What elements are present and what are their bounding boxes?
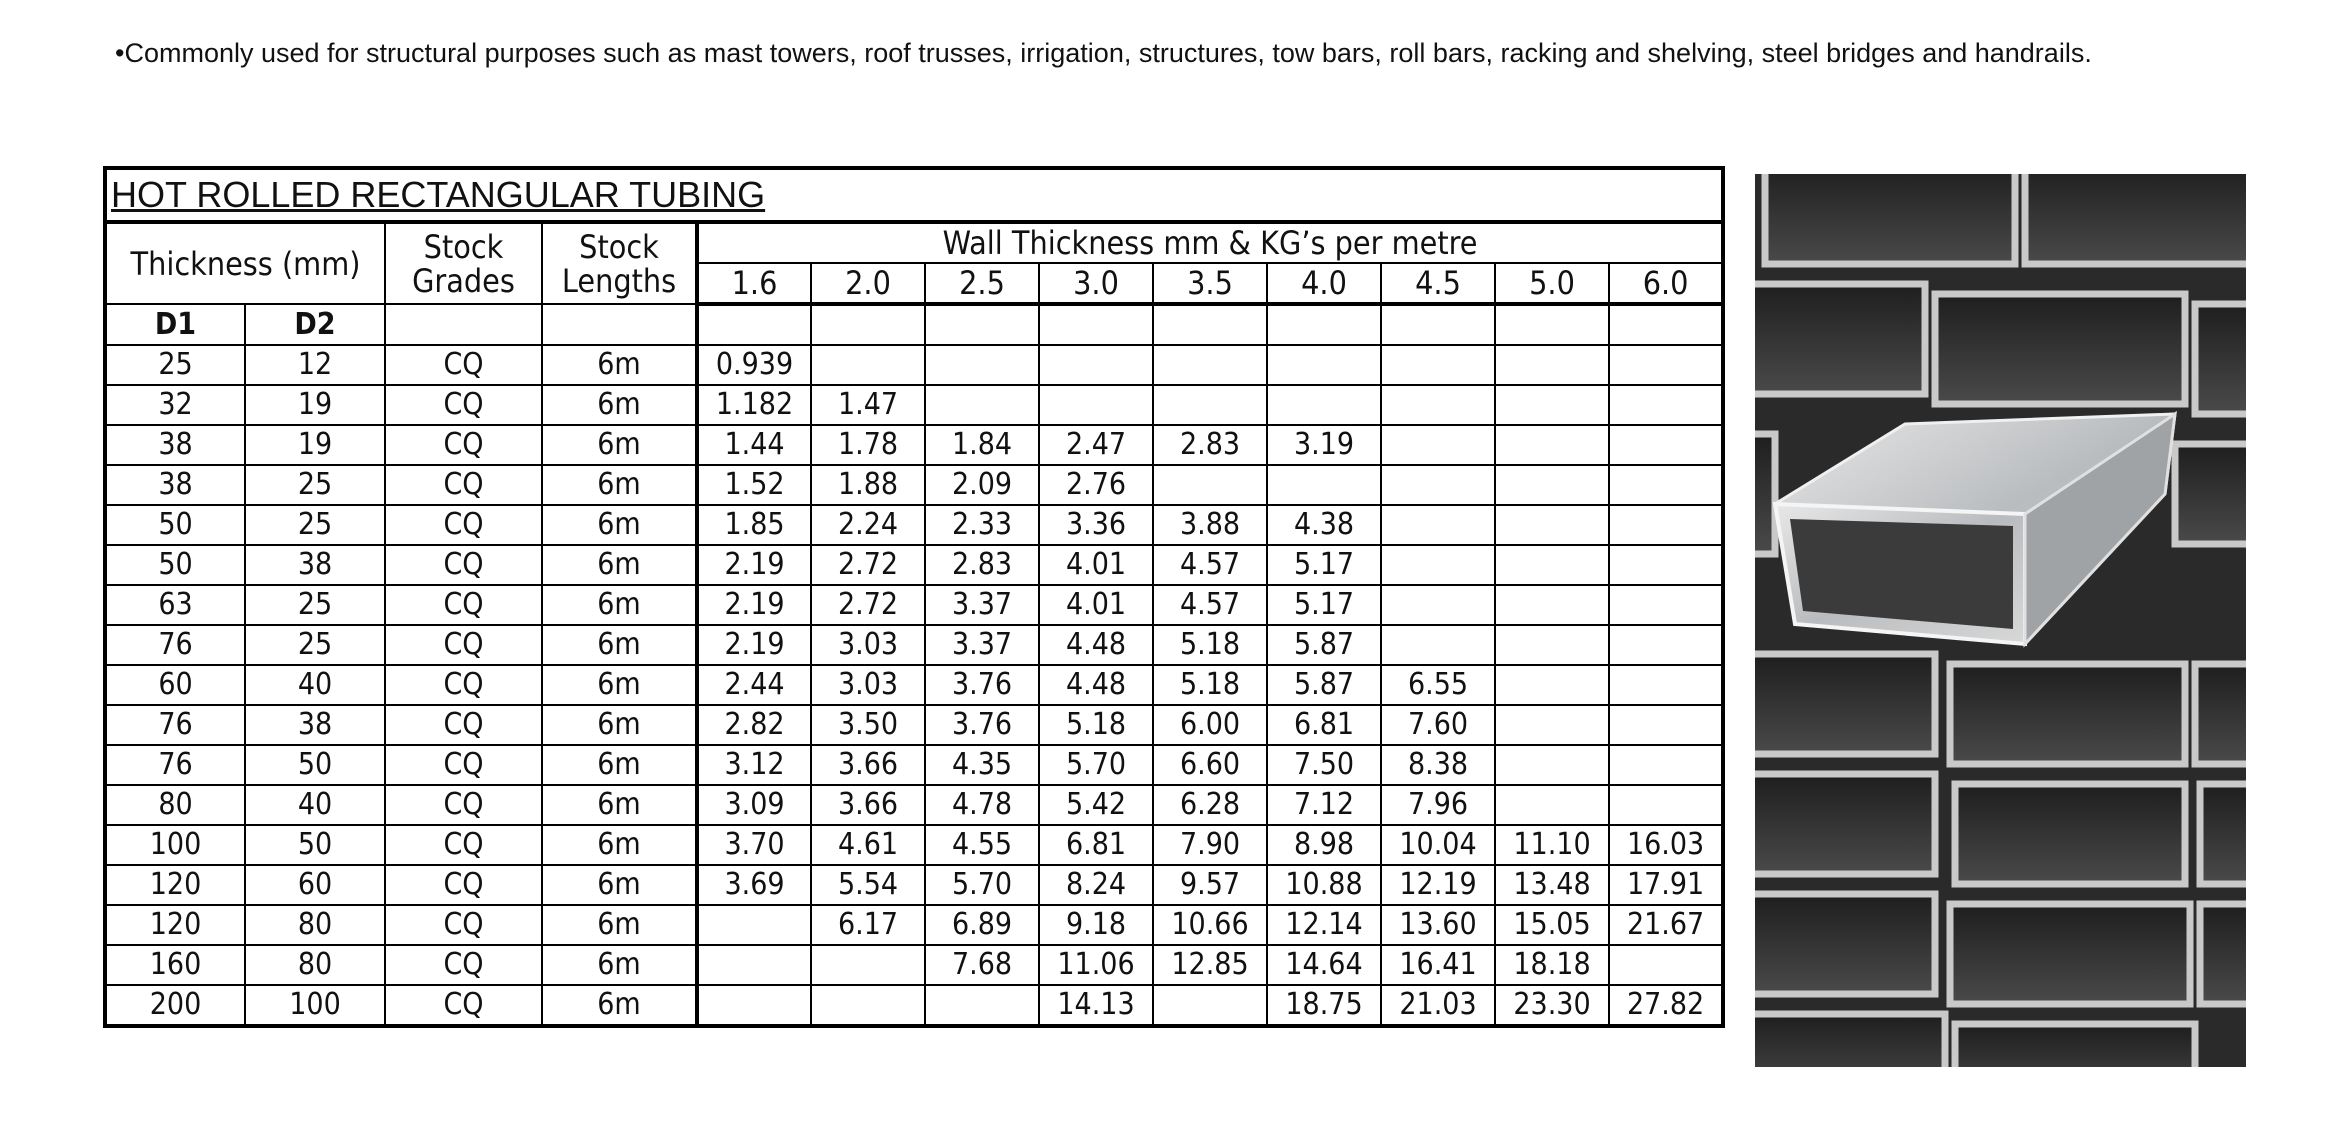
weight-cell: 3.37 [925, 585, 1039, 625]
grade-cell: CQ [385, 625, 542, 665]
grade-cell: CQ [385, 865, 542, 905]
weight-cell: 6.81 [1267, 705, 1381, 745]
weight-cell: 5.42 [1039, 785, 1153, 825]
wall-size-header: 1.6 [697, 263, 811, 304]
d1-cell: 80 [105, 785, 245, 825]
weight-cell: 6.28 [1153, 785, 1267, 825]
length-cell: 6m [542, 585, 697, 625]
empty-cell [1267, 304, 1381, 345]
d2-cell: 38 [245, 705, 385, 745]
weight-cell: 1.78 [811, 425, 925, 465]
weight-cell: 2.19 [697, 585, 811, 625]
rectangular-tubing-table [103, 166, 1725, 1028]
weight-cell [1495, 505, 1609, 545]
weight-cell [1381, 505, 1495, 545]
weight-cell: 4.01 [1039, 545, 1153, 585]
weight-cell: 4.48 [1039, 665, 1153, 705]
table-row [105, 705, 1723, 745]
weight-cell: 21.03 [1381, 985, 1495, 1026]
weight-cell: 2.44 [697, 665, 811, 705]
weight-cell [1267, 345, 1381, 385]
d1-cell: 120 [105, 865, 245, 905]
weight-cell [1381, 465, 1495, 505]
weight-cell: 5.87 [1267, 625, 1381, 665]
weight-cell: 3.66 [811, 785, 925, 825]
length-cell: 6m [542, 785, 697, 825]
empty-cell [1153, 304, 1267, 345]
weight-cell [1495, 785, 1609, 825]
table-row [105, 585, 1723, 625]
d1-cell: 76 [105, 745, 245, 785]
weight-cell [1153, 465, 1267, 505]
weight-cell: 2.76 [1039, 465, 1153, 505]
weight-cell: 1.85 [697, 505, 811, 545]
d2-cell: 80 [245, 905, 385, 945]
weight-cell: 6.81 [1039, 825, 1153, 865]
weight-cell [1609, 945, 1723, 985]
d2-cell: 80 [245, 945, 385, 985]
weight-cell [1381, 345, 1495, 385]
d1-cell: 25 [105, 345, 245, 385]
empty-cell [542, 304, 697, 345]
intro-text: •Commonly used for structural purposes such as mast towers, roof trusses, irrigation, structures, tow bars, roll bars, racking and shelving, steel bridges and handrails. [115, 38, 2092, 68]
grade-cell: CQ [385, 705, 542, 745]
weight-cell [697, 905, 811, 945]
grade-cell: CQ [385, 425, 542, 465]
d1-cell: 76 [105, 625, 245, 665]
d1-cell: 120 [105, 905, 245, 945]
d1-cell: 50 [105, 505, 245, 545]
d1-cell: 63 [105, 585, 245, 625]
weight-cell: 1.44 [697, 425, 811, 465]
weight-cell [1381, 425, 1495, 465]
weight-cell: 16.41 [1381, 945, 1495, 985]
weight-cell: 7.90 [1153, 825, 1267, 865]
weight-cell: 5.18 [1153, 625, 1267, 665]
weight-cell: 11.10 [1495, 825, 1609, 865]
weight-cell: 1.84 [925, 425, 1039, 465]
d1-cell: 38 [105, 465, 245, 505]
grades-header: Stock Grades [385, 222, 542, 304]
weight-cell: 12.19 [1381, 865, 1495, 905]
empty-cell [925, 304, 1039, 345]
length-cell: 6m [542, 465, 697, 505]
weight-cell [1381, 385, 1495, 425]
table-row [105, 825, 1723, 865]
grade-cell: CQ [385, 585, 542, 625]
length-cell: 6m [542, 745, 697, 785]
table-row [105, 465, 1723, 505]
weight-cell: 12.14 [1267, 905, 1381, 945]
weight-cell: 2.83 [1153, 425, 1267, 465]
weight-cell: 23.30 [1495, 985, 1609, 1026]
weight-cell: 14.13 [1039, 985, 1153, 1026]
empty-cell [811, 304, 925, 345]
weight-cell: 7.68 [925, 945, 1039, 985]
d2-cell: 60 [245, 865, 385, 905]
weight-cell: 5.87 [1267, 665, 1381, 705]
weight-cell [1495, 705, 1609, 745]
weight-cell: 10.88 [1267, 865, 1381, 905]
weight-cell [1609, 465, 1723, 505]
d2-cell: 50 [245, 825, 385, 865]
weight-cell [925, 345, 1039, 385]
weight-cell [1495, 465, 1609, 505]
weight-cell [1495, 345, 1609, 385]
weight-cell [1153, 985, 1267, 1026]
weight-cell: 2.82 [697, 705, 811, 745]
weight-cell [1609, 705, 1723, 745]
d1-cell: 32 [105, 385, 245, 425]
weight-cell: 0.939 [697, 345, 811, 385]
weight-cell: 4.35 [925, 745, 1039, 785]
wall-size-header: 3.5 [1153, 263, 1267, 304]
d2-cell: 19 [245, 425, 385, 465]
d1-cell: 76 [105, 705, 245, 745]
table-row [105, 425, 1723, 465]
table-row [105, 505, 1723, 545]
d2-cell: 12 [245, 345, 385, 385]
weight-cell [1153, 345, 1267, 385]
weight-cell: 5.18 [1039, 705, 1153, 745]
weight-cell: 2.19 [697, 625, 811, 665]
wall-size-header: 2.5 [925, 263, 1039, 304]
weight-cell: 15.05 [1495, 905, 1609, 945]
table-row [105, 665, 1723, 705]
weight-cell: 6.00 [1153, 705, 1267, 745]
weight-cell: 3.36 [1039, 505, 1153, 545]
weight-cell: 4.57 [1153, 585, 1267, 625]
weight-cell: 3.66 [811, 745, 925, 785]
grade-cell: CQ [385, 465, 542, 505]
weight-cell [1609, 425, 1723, 465]
length-cell: 6m [542, 705, 697, 745]
grade-cell: CQ [385, 945, 542, 985]
weight-cell: 16.03 [1609, 825, 1723, 865]
weight-cell [1267, 465, 1381, 505]
table-row [105, 945, 1723, 985]
table-row [105, 545, 1723, 585]
empty-cell [1381, 304, 1495, 345]
grade-cell: CQ [385, 345, 542, 385]
empty-cell [385, 304, 542, 345]
weight-cell: 2.83 [925, 545, 1039, 585]
weight-cell [1153, 385, 1267, 425]
d1-label: D1 [105, 304, 245, 345]
weight-cell: 3.19 [1267, 425, 1381, 465]
empty-cell [1495, 304, 1609, 345]
weight-cell: 7.96 [1381, 785, 1495, 825]
weight-cell [1495, 385, 1609, 425]
weight-cell [1495, 545, 1609, 585]
weight-cell: 2.72 [811, 585, 925, 625]
length-cell: 6m [542, 865, 697, 905]
empty-cell [1609, 304, 1723, 345]
weight-cell: 2.72 [811, 545, 925, 585]
weight-cell: 18.18 [1495, 945, 1609, 985]
d1-cell: 100 [105, 825, 245, 865]
weight-cell: 6.17 [811, 905, 925, 945]
weight-cell: 4.57 [1153, 545, 1267, 585]
weight-cell [697, 945, 811, 985]
weight-cell: 6.55 [1381, 665, 1495, 705]
weight-cell: 11.06 [1039, 945, 1153, 985]
table-title-cell [105, 168, 1723, 222]
weight-cell [1039, 385, 1153, 425]
lengths-header: Stock Lengths [542, 222, 697, 304]
grade-cell: CQ [385, 745, 542, 785]
weight-cell [925, 985, 1039, 1026]
weight-cell: 2.24 [811, 505, 925, 545]
weight-cell [1495, 585, 1609, 625]
weight-cell [1381, 625, 1495, 665]
length-cell: 6m [542, 385, 697, 425]
weight-cell: 5.54 [811, 865, 925, 905]
length-cell: 6m [542, 905, 697, 945]
weight-cell: 5.18 [1153, 665, 1267, 705]
d2-cell: 40 [245, 665, 385, 705]
weight-cell: 4.61 [811, 825, 925, 865]
weight-cell: 1.47 [811, 385, 925, 425]
weight-cell: 3.37 [925, 625, 1039, 665]
d2-cell: 50 [245, 745, 385, 785]
weight-cell [1495, 625, 1609, 665]
empty-cell [1039, 304, 1153, 345]
weight-cell [811, 345, 925, 385]
table-row [105, 745, 1723, 785]
weight-cell: 13.48 [1495, 865, 1609, 905]
weight-cell: 3.69 [697, 865, 811, 905]
table-row [105, 625, 1723, 665]
weight-cell: 14.64 [1267, 945, 1381, 985]
weight-cell: 8.24 [1039, 865, 1153, 905]
table-row [105, 785, 1723, 825]
table-row [105, 865, 1723, 905]
weight-cell: 1.88 [811, 465, 925, 505]
length-cell: 6m [542, 825, 697, 865]
d1-cell: 200 [105, 985, 245, 1026]
weight-cell: 3.88 [1153, 505, 1267, 545]
weight-cell [1267, 385, 1381, 425]
weight-cell: 21.67 [1609, 905, 1723, 945]
weight-cell [1609, 545, 1723, 585]
d2-cell: 38 [245, 545, 385, 585]
length-cell: 6m [542, 985, 697, 1026]
weight-cell: 2.47 [1039, 425, 1153, 465]
weight-cell: 9.57 [1153, 865, 1267, 905]
steel-tubing-photo [1755, 174, 2246, 1067]
weight-cell: 6.60 [1153, 745, 1267, 785]
d2-cell: 40 [245, 785, 385, 825]
weight-cell: 7.50 [1267, 745, 1381, 785]
d1-cell: 60 [105, 665, 245, 705]
weight-cell [1609, 745, 1723, 785]
weight-cell [697, 985, 811, 1026]
weight-cell: 3.03 [811, 665, 925, 705]
table-row [105, 985, 1723, 1026]
weight-cell: 3.76 [925, 665, 1039, 705]
weight-cell: 3.70 [697, 825, 811, 865]
weight-cell: 8.38 [1381, 745, 1495, 785]
weight-cell: 2.19 [697, 545, 811, 585]
weight-cell: 2.33 [925, 505, 1039, 545]
weight-cell [811, 945, 925, 985]
weight-cell: 10.66 [1153, 905, 1267, 945]
weight-cell: 1.52 [697, 465, 811, 505]
weight-cell [1609, 345, 1723, 385]
grade-cell: CQ [385, 985, 542, 1026]
weight-cell: 5.17 [1267, 585, 1381, 625]
length-cell: 6m [542, 625, 697, 665]
weight-cell: 3.03 [811, 625, 925, 665]
weight-cell: 8.98 [1267, 825, 1381, 865]
d2-cell: 25 [245, 585, 385, 625]
grade-cell: CQ [385, 545, 542, 585]
weight-cell: 12.85 [1153, 945, 1267, 985]
weight-cell [1381, 545, 1495, 585]
table-row [105, 385, 1723, 425]
length-cell: 6m [542, 425, 697, 465]
weight-cell [1609, 385, 1723, 425]
empty-cell [697, 304, 811, 345]
weight-cell [1609, 665, 1723, 705]
weight-cell [1609, 625, 1723, 665]
weight-cell: 3.50 [811, 705, 925, 745]
weight-cell: 5.70 [1039, 745, 1153, 785]
length-cell: 6m [542, 505, 697, 545]
weight-cell [811, 985, 925, 1026]
d1-cell: 50 [105, 545, 245, 585]
d1-cell: 38 [105, 425, 245, 465]
weight-cell: 3.09 [697, 785, 811, 825]
table-title: HOT ROLLED RECTANGULAR TUBING [111, 174, 766, 215]
weight-cell: 5.70 [925, 865, 1039, 905]
d1-cell: 160 [105, 945, 245, 985]
weight-cell [1495, 745, 1609, 785]
d2-cell: 25 [245, 625, 385, 665]
grade-cell: CQ [385, 825, 542, 865]
table-row [105, 905, 1723, 945]
thickness-header: Thickness (mm) [105, 222, 385, 304]
grade-cell: CQ [385, 505, 542, 545]
weight-cell: 10.04 [1381, 825, 1495, 865]
weight-cell [1609, 785, 1723, 825]
d2-cell: 19 [245, 385, 385, 425]
length-cell: 6m [542, 545, 697, 585]
wall-thickness-header: Wall Thickness mm & KG’s per metre [697, 222, 1723, 263]
weight-cell [1495, 425, 1609, 465]
grade-cell: CQ [385, 905, 542, 945]
weight-cell: 3.12 [697, 745, 811, 785]
weight-cell: 6.89 [925, 905, 1039, 945]
weight-cell [925, 385, 1039, 425]
weight-cell: 4.48 [1039, 625, 1153, 665]
weight-cell [1609, 505, 1723, 545]
length-cell: 6m [542, 345, 697, 385]
wall-size-header: 3.0 [1039, 263, 1153, 304]
wall-size-header: 5.0 [1495, 263, 1609, 304]
grade-cell: CQ [385, 385, 542, 425]
d2-label: D2 [245, 304, 385, 345]
weight-cell: 4.55 [925, 825, 1039, 865]
grade-cell: CQ [385, 665, 542, 705]
weight-cell: 13.60 [1381, 905, 1495, 945]
weight-cell: 17.91 [1609, 865, 1723, 905]
weight-cell: 3.76 [925, 705, 1039, 745]
weight-cell: 7.60 [1381, 705, 1495, 745]
d2-cell: 25 [245, 465, 385, 505]
weight-cell: 4.38 [1267, 505, 1381, 545]
grade-cell: CQ [385, 785, 542, 825]
weight-cell: 1.182 [697, 385, 811, 425]
weight-cell [1495, 665, 1609, 705]
stacked-tubes-illustration [1755, 174, 2246, 1067]
wall-size-header: 4.5 [1381, 263, 1495, 304]
weight-cell: 4.78 [925, 785, 1039, 825]
length-cell: 6m [542, 945, 697, 985]
wall-size-header: 4.0 [1267, 263, 1381, 304]
weight-cell: 7.12 [1267, 785, 1381, 825]
table-row [105, 345, 1723, 385]
weight-cell [1609, 585, 1723, 625]
weight-cell [1381, 585, 1495, 625]
weight-cell: 4.01 [1039, 585, 1153, 625]
d2-cell: 100 [245, 985, 385, 1026]
weight-cell: 27.82 [1609, 985, 1723, 1026]
wall-size-header: 2.0 [811, 263, 925, 304]
d2-cell: 25 [245, 505, 385, 545]
weight-cell: 9.18 [1039, 905, 1153, 945]
weight-cell: 5.17 [1267, 545, 1381, 585]
weight-cell: 18.75 [1267, 985, 1381, 1026]
weight-cell: 2.09 [925, 465, 1039, 505]
length-cell: 6m [542, 665, 697, 705]
wall-size-header: 6.0 [1609, 263, 1723, 304]
weight-cell [1039, 345, 1153, 385]
